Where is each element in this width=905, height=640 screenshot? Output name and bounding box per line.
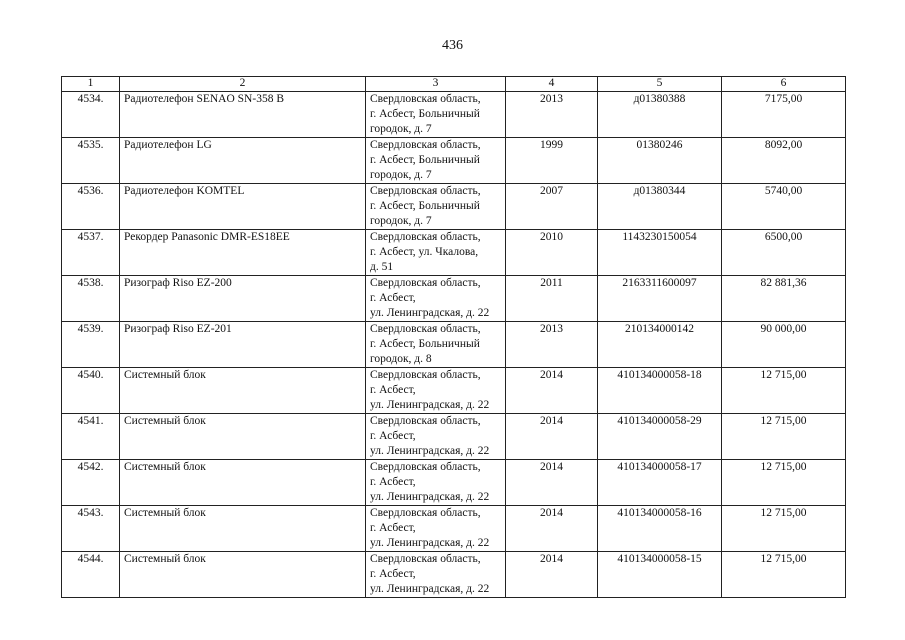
cost-cell: 12 715,00 [722,506,846,552]
address-line: Свердловская область, [370,415,481,427]
address-line: г. Асбест, [370,476,416,488]
table-row [62,322,846,368]
address-line: ул. Ленинградская, д. 22 [370,445,490,457]
address-line: ул. Ленинградская, д. 22 [370,399,490,411]
address-cell [366,138,506,184]
address-line: г. Асбест, [370,430,416,442]
item-name-cell: Ризограф Riso EZ-200 [120,276,366,322]
item-name-cell: Системный блок [120,552,366,598]
address-line: Свердловская область, [370,185,481,197]
address-line: Свердловская область, [370,507,481,519]
inventory-number-cell: д01380344 [598,184,722,230]
address-line: г. Асбест, Больничный [370,108,480,120]
address-line: Свердловская область, [370,139,481,151]
property-registry-table [61,76,846,598]
table-row [62,506,846,552]
inventory-number-cell: 1143230150054 [598,230,722,276]
item-name-cell: Радиотелефон KOMTEL [120,184,366,230]
row-number-cell: 4544. [62,552,120,598]
year-cell: 2011 [506,276,598,322]
cost-cell: 82 881,36 [722,276,846,322]
address-cell [366,184,506,230]
address-line: г. Асбест, [370,568,416,580]
item-name-cell: Рекордер Panasonic DMR-ES18EE [120,230,366,276]
cost-cell: 6500,00 [722,230,846,276]
column-header: 3 [366,77,506,92]
row-number-cell: 4540. [62,368,120,414]
table-row [62,460,846,506]
address-cell [366,322,506,368]
address-line: Свердловская область, [370,93,481,105]
address-cell [366,552,506,598]
table-row [62,368,846,414]
row-number-cell: 4541. [62,414,120,460]
inventory-number-cell: 410134000058-16 [598,506,722,552]
address-line: ул. Ленинградская, д. 22 [370,491,490,503]
year-cell: 2013 [506,92,598,138]
inventory-number-cell: 410134000058-15 [598,552,722,598]
item-name-cell: Системный блок [120,414,366,460]
year-cell: 2014 [506,506,598,552]
address-line: Свердловская область, [370,323,481,335]
address-line: городок, д. 7 [370,123,432,135]
row-number-cell: 4534. [62,92,120,138]
inventory-number-cell: 01380246 [598,138,722,184]
address-line: г. Асбест, Больничный [370,200,480,212]
address-line: городок, д. 7 [370,169,432,181]
address-line: городок, д. 8 [370,353,432,365]
address-line: Свердловская область, [370,553,481,565]
address-line: ул. Ленинградская, д. 22 [370,583,490,595]
inventory-number-cell: 2163311600097 [598,276,722,322]
address-line: Свердловская область, [370,369,481,381]
cost-cell: 12 715,00 [722,368,846,414]
cost-cell: 12 715,00 [722,460,846,506]
column-number-header-row [62,77,846,92]
table-row [62,184,846,230]
item-name-cell: Радиотелефон LG [120,138,366,184]
address-cell [366,276,506,322]
year-cell: 2014 [506,414,598,460]
address-line: г. Асбест, ул. Чкалова, [370,246,479,258]
row-number-cell: 4536. [62,184,120,230]
address-line: г. Асбест, [370,292,416,304]
cost-cell: 12 715,00 [722,552,846,598]
table-body [62,92,846,598]
item-name-cell: Радиотелефон SENAO SN-358 B [120,92,366,138]
address-line: г. Асбест, [370,384,416,396]
column-header: 1 [62,77,120,92]
address-line: г. Асбест, [370,522,416,534]
row-number-cell: 4535. [62,138,120,184]
table-row [62,230,846,276]
address-line: ул. Ленинградская, д. 22 [370,307,490,319]
address-line: городок, д. 7 [370,215,432,227]
inventory-number-cell: 410134000058-18 [598,368,722,414]
column-header: 2 [120,77,366,92]
address-line: Свердловская область, [370,461,481,473]
year-cell: 2014 [506,460,598,506]
year-cell: 2013 [506,322,598,368]
address-line: Свердловская область, [370,277,481,289]
address-cell [366,460,506,506]
address-cell [366,92,506,138]
cost-cell: 5740,00 [722,184,846,230]
inventory-number-cell: 410134000058-17 [598,460,722,506]
year-cell: 2014 [506,552,598,598]
row-number-cell: 4538. [62,276,120,322]
address-line: д. 51 [370,261,394,273]
table-row [62,276,846,322]
cost-cell: 8092,00 [722,138,846,184]
year-cell: 2014 [506,368,598,414]
address-cell [366,414,506,460]
row-number-cell: 4537. [62,230,120,276]
address-line: Свердловская область, [370,231,481,243]
column-header: 4 [506,77,598,92]
column-header: 6 [722,77,846,92]
year-cell: 2010 [506,230,598,276]
item-name-cell: Системный блок [120,460,366,506]
year-cell: 1999 [506,138,598,184]
table-row [62,138,846,184]
address-cell [366,506,506,552]
inventory-number-cell: д01380388 [598,92,722,138]
item-name-cell: Системный блок [120,506,366,552]
table-row [62,92,846,138]
address-line: г. Асбест, Больничный [370,154,480,166]
row-number-cell: 4539. [62,322,120,368]
row-number-cell: 4543. [62,506,120,552]
item-name-cell: Системный блок [120,368,366,414]
row-number-cell: 4542. [62,460,120,506]
inventory-number-cell: 410134000058-29 [598,414,722,460]
address-cell [366,230,506,276]
cost-cell: 90 000,00 [722,322,846,368]
address-line: г. Асбест, Больничный [370,338,480,350]
cost-cell: 7175,00 [722,92,846,138]
inventory-number-cell: 210134000142 [598,322,722,368]
page-number: 436 [442,38,463,53]
address-line: ул. Ленинградская, д. 22 [370,537,490,549]
column-header: 5 [598,77,722,92]
address-cell [366,368,506,414]
year-cell: 2007 [506,184,598,230]
table-row [62,414,846,460]
table-row [62,552,846,598]
cost-cell: 12 715,00 [722,414,846,460]
item-name-cell: Ризограф Riso EZ-201 [120,322,366,368]
